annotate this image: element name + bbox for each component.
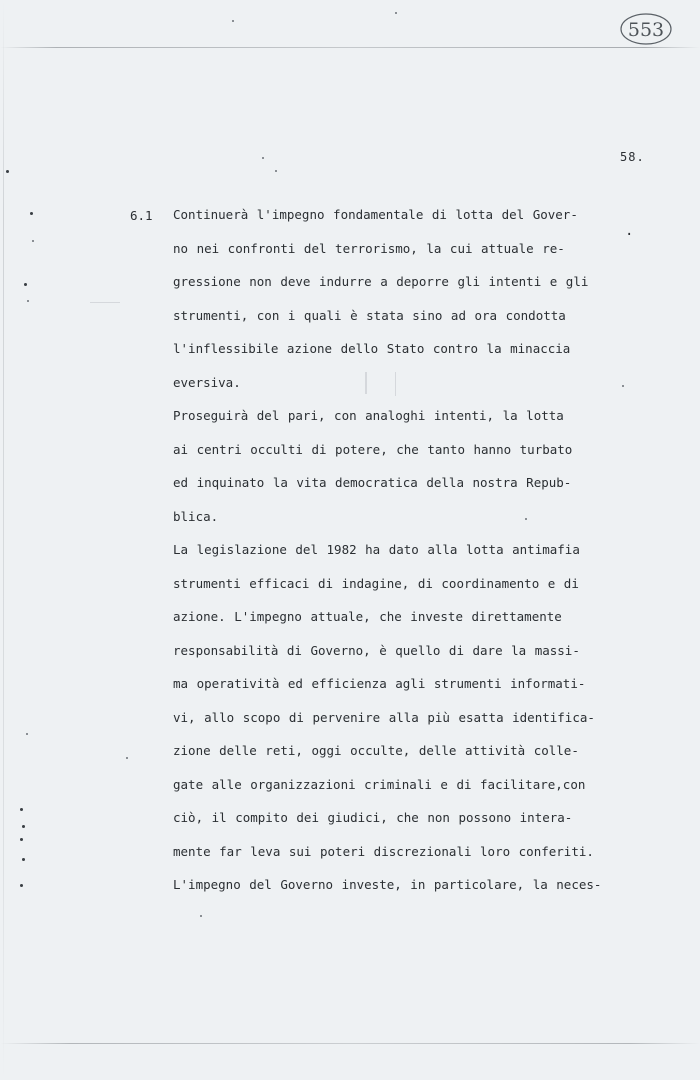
text-line: Proseguirà del pari, con analoghi intenti, la lotta <box>173 408 564 423</box>
handwritten-page-stamp <box>619 12 673 46</box>
scan-speck <box>24 283 27 286</box>
scan-speck <box>22 858 25 861</box>
text-line: l'inflessibile azione dello Stato contro la minaccia <box>173 341 571 356</box>
scan-edge-left <box>3 0 4 1080</box>
stamp-number: 553 <box>627 19 665 41</box>
text-line: ai centri occulti di potere, che tanto hanno turbato <box>173 441 573 457</box>
scan-speck <box>232 20 234 22</box>
scan-speck <box>126 757 128 759</box>
text-line: ed inquinato la vita democratica della nostra Repub- <box>173 475 572 490</box>
scan-edge-bottom <box>0 1043 700 1044</box>
scan-speck <box>22 825 25 828</box>
scan-speck <box>262 157 264 159</box>
text-line: gate alle organizzazioni criminali e di facilitare,con <box>173 776 586 792</box>
scan-edge-top <box>0 47 700 48</box>
text-line: gressione non deve indurre a deporre gli intenti e gli <box>173 274 589 289</box>
text-line: no nei confronti del terrorismo, la cui attuale re- <box>173 240 565 256</box>
scan-speck <box>395 12 397 14</box>
scan-speck <box>20 808 23 811</box>
text-line: ma operatività ed efficienza agli strumenti informati- <box>173 676 586 691</box>
text-line: responsabilità di Governo, è quello di dare la massi- <box>173 642 580 658</box>
text-line: blica. <box>173 508 219 524</box>
page-number: 58. <box>620 150 645 164</box>
text-line: strumenti efficaci di indagine, di coordinamento e di <box>173 575 579 591</box>
scan-speck <box>275 170 277 172</box>
scan-speck <box>30 212 33 215</box>
section-number: 6.1 <box>130 208 153 223</box>
text-line: eversiva. <box>173 374 241 390</box>
section-body <box>173 198 653 902</box>
text-line: Continuerà l'impegno fondamentale di lotta del Gover- <box>173 207 578 222</box>
text-line: azione. L'impegno attuale, che investe direttamente <box>173 609 562 624</box>
scan-speck <box>27 300 29 302</box>
scan-speck <box>26 733 28 735</box>
scan-speck <box>200 915 202 917</box>
text-line: mente far leva sui poteri discrezionali loro conferiti. <box>173 843 594 859</box>
text-line: zione delle reti, oggi occulte, delle attività colle- <box>173 743 579 758</box>
hyphen-mark: . <box>625 223 634 239</box>
scan-smudge <box>90 302 120 303</box>
scan-speck <box>32 240 34 242</box>
scan-speck <box>6 170 9 173</box>
text-line: strumenti, con i quali è stata sino ad ora condotta <box>173 307 566 323</box>
text-line: L'impegno del Governo investe, in particolare, la neces- <box>173 877 602 892</box>
stamp-circle-icon <box>619 12 673 46</box>
text-line: La legislazione del 1982 ha dato alla lotta antimafia <box>173 542 580 557</box>
scan-speck <box>20 884 23 887</box>
text-line: ciò, il compito dei giudici, che non possono intera- <box>173 810 573 825</box>
scan-speck <box>20 838 23 841</box>
text-line: vi, allo scopo di pervenire alla più esatta identifica- <box>173 709 595 725</box>
